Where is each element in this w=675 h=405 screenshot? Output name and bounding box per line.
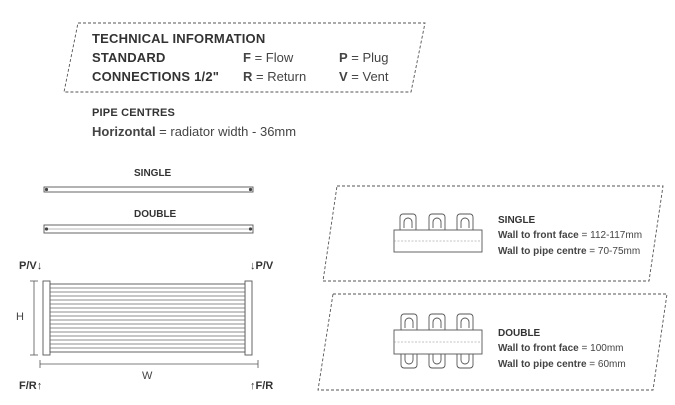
double-wall-pipe-centre: Wall to pipe centre = 60mm [498, 359, 626, 370]
down-arrow-icon: ↓ [250, 260, 256, 272]
tech-info-heading: TECHNICAL INFORMATION [92, 31, 266, 46]
legend-flow: F = Flow [243, 50, 294, 65]
single-side-view [44, 187, 253, 192]
pipe-centres-heading: PIPE CENTRES [92, 107, 176, 119]
pipe-centres-text: Horizontal = radiator width - 36mm [92, 124, 297, 139]
double-wall-front-face: Wall to front face = 100mm [498, 343, 624, 354]
double-box-title: DOUBLE [498, 328, 541, 339]
radiator-front-view [30, 281, 258, 368]
double-side-view [44, 225, 253, 233]
single-box-title: SINGLE [498, 215, 536, 226]
single-wall-pipe-centre: Wall to pipe centre = 70-75mm [498, 246, 641, 257]
connections-label: CONNECTIONS 1/2" [92, 69, 220, 84]
legend-return: R = Return [243, 69, 307, 84]
height-dimension-label: H [16, 311, 24, 323]
up-arrow-icon: ↑ [36, 380, 43, 392]
bottom-right-connection-label: ↑F/R [250, 380, 274, 392]
legend-vent: V = Vent [339, 69, 389, 84]
double-bracket-illustration [394, 314, 482, 368]
single-wall-front-face: Wall to front face = 112-117mm [498, 230, 643, 241]
standard-label: STANDARD [92, 50, 166, 65]
double-side-label: DOUBLE [134, 209, 177, 220]
top-left-connection-label: P/V↓ [19, 260, 43, 272]
down-arrow-icon: ↓ [36, 260, 43, 272]
bottom-left-connection-label: F/R↑ [19, 380, 43, 392]
single-bracket-illustration [394, 214, 482, 252]
width-dimension-label: W [142, 370, 153, 382]
top-right-connection-label: ↓P/V [250, 260, 274, 272]
legend-plug: P = Plug [339, 50, 389, 65]
up-arrow-icon: ↑ [250, 380, 256, 392]
single-side-label: SINGLE [134, 168, 172, 179]
